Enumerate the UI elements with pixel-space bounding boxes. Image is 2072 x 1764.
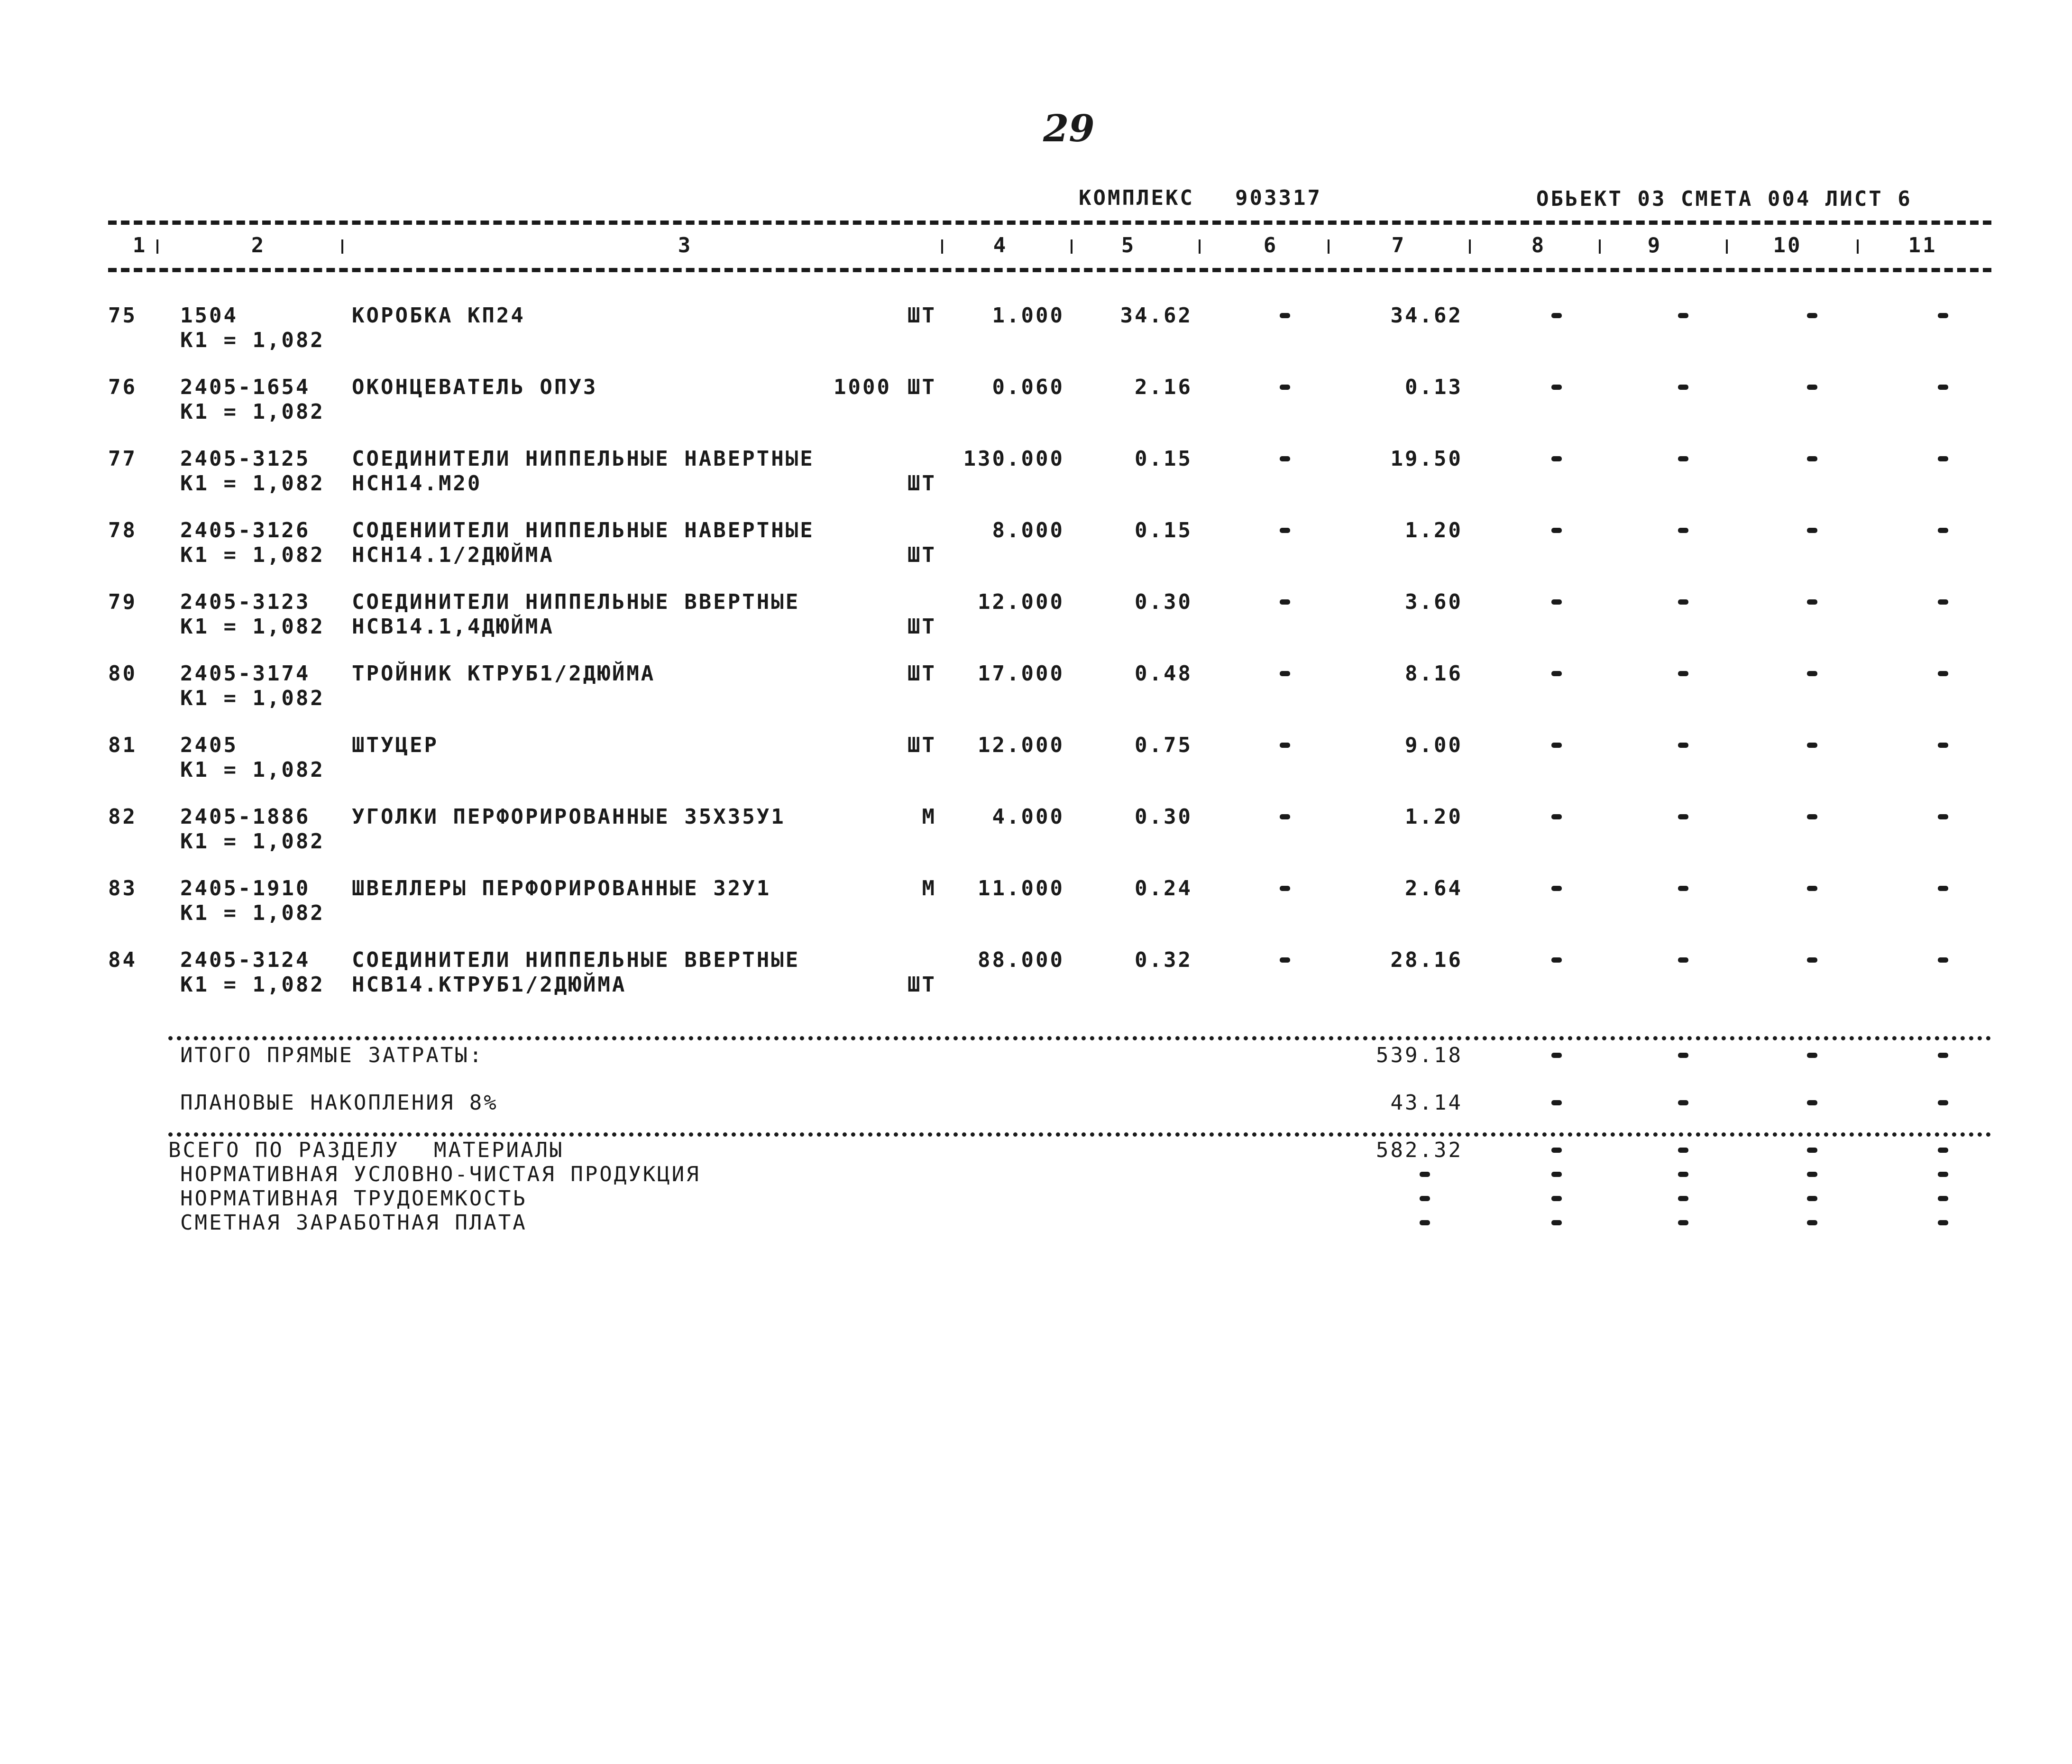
col8-empty-mark <box>1551 456 1562 461</box>
col6-empty-mark <box>1280 528 1290 533</box>
col11-empty-mark <box>1938 1172 1948 1177</box>
col8-empty-mark <box>1551 1220 1562 1225</box>
row-number: 79 <box>108 590 137 614</box>
item-name: СОЕДИНИТЕЛИ НИППЕЛЬНЫЕ ВВЕРТНЫЕ <box>352 590 800 614</box>
col9-empty-mark <box>1678 599 1688 605</box>
section-total-label: ВСЕГО ПО РАЗДЕЛУ <box>168 1138 400 1162</box>
resource-code: 2405-3174 <box>180 662 311 686</box>
complex-code: 903317 <box>1235 186 1322 210</box>
quantity: 12.000 <box>978 590 1064 614</box>
item-name: УГОЛКИ ПЕРФОРИРОВАННЫЕ 35Х35У1 <box>352 805 786 829</box>
col11-empty-mark <box>1938 456 1948 461</box>
coefficient: К1 = 1,082 <box>180 543 325 567</box>
coefficient: К1 = 1,082 <box>180 829 325 854</box>
col8-empty-mark <box>1551 814 1562 819</box>
total-cost: 28.16 <box>1390 948 1463 972</box>
col10-empty-mark <box>1807 528 1817 533</box>
column-separator <box>156 239 158 254</box>
column-separator <box>941 239 943 254</box>
total-empty-mark <box>1420 1220 1430 1225</box>
col6-empty-mark <box>1280 743 1290 748</box>
col8-empty-mark <box>1551 385 1562 390</box>
col6-empty-mark <box>1280 599 1290 605</box>
col9-empty-mark <box>1678 1053 1688 1058</box>
resource-code: 2405 <box>180 733 238 757</box>
col11-empty-mark <box>1938 1220 1948 1225</box>
col10-empty-mark <box>1807 313 1817 318</box>
unit-price: 0.30 <box>1135 805 1192 829</box>
col10-empty-mark <box>1807 1100 1817 1105</box>
item-name-continued: НСВ14.КТРУБ1/2ДЮЙМА <box>352 973 627 997</box>
summary-label: ИТОГО ПРЯМЫЕ ЗАТРАТЫ: <box>180 1043 484 1067</box>
col8-empty-mark <box>1551 1172 1562 1177</box>
unit: ШТ <box>908 543 936 567</box>
coefficient: К1 = 1,082 <box>180 400 325 424</box>
summary-total: 539.18 <box>1376 1043 1463 1067</box>
col11-empty-mark <box>1938 671 1948 676</box>
quantity: 8.000 <box>992 518 1064 542</box>
section-indicator-label: НОРМАТИВНАЯ УСЛОВНО-ЧИСТАЯ ПРОДУКЦИЯ <box>180 1162 701 1186</box>
col11-empty-mark <box>1938 957 1948 963</box>
item-name-continued: НСН14.М20 <box>352 471 482 496</box>
col11-empty-mark <box>1938 385 1948 390</box>
col10-empty-mark <box>1807 599 1817 605</box>
coefficient: К1 = 1,082 <box>180 328 325 352</box>
column-header-3: 3 <box>678 233 693 257</box>
col6-empty-mark <box>1280 814 1290 819</box>
col11-empty-mark <box>1938 528 1948 533</box>
unit: ШТ <box>908 733 936 757</box>
column-separator <box>1469 239 1471 254</box>
col8-empty-mark <box>1551 528 1562 533</box>
quantity: 0.060 <box>992 375 1064 399</box>
col10-empty-mark <box>1807 743 1817 748</box>
resource-code: 1504 <box>180 303 238 328</box>
row-number: 76 <box>108 375 137 399</box>
col8-empty-mark <box>1551 1053 1562 1058</box>
summary-top-rule <box>168 1036 1991 1040</box>
section-indicator-label: СМЕТНАЯ ЗАРАБОТНАЯ ПЛАТА <box>180 1211 527 1235</box>
col9-empty-mark <box>1678 528 1688 533</box>
summary-total: 43.14 <box>1390 1091 1463 1115</box>
unit: М <box>922 805 936 829</box>
quantity: 4.000 <box>992 805 1064 829</box>
col8-empty-mark <box>1551 313 1562 318</box>
col9-empty-mark <box>1678 743 1688 748</box>
unit-price: 2.16 <box>1135 375 1192 399</box>
total-empty-mark <box>1420 1196 1430 1201</box>
item-name: ШВЕЛЛЕРЫ ПЕРФОРИРОВАННЫЕ 32У1 <box>352 876 771 900</box>
unit: ШТ <box>908 973 936 997</box>
resource-code: 2405-1910 <box>180 876 311 900</box>
column-separator <box>341 239 343 254</box>
complex-label: КОМПЛЕКС <box>1079 186 1194 210</box>
unit-price: 0.15 <box>1135 447 1192 471</box>
col6-empty-mark <box>1280 313 1290 318</box>
resource-code: 2405-3123 <box>180 590 311 614</box>
col10-empty-mark <box>1807 456 1817 461</box>
unit: ШТ <box>908 375 936 399</box>
col8-empty-mark <box>1551 671 1562 676</box>
col9-empty-mark <box>1678 1172 1688 1177</box>
row-number: 84 <box>108 948 137 972</box>
item-name: СОДЕНИИТЕЛИ НИППЕЛЬНЫЕ НАВЕРТНЫЕ <box>352 518 815 542</box>
quantity: 88.000 <box>978 948 1064 972</box>
col10-empty-mark <box>1807 886 1817 891</box>
row-number: 82 <box>108 805 137 829</box>
summary-label: ПЛАНОВЫЕ НАКОПЛЕНИЯ 8% <box>180 1091 498 1115</box>
section-total-value: 582.32 <box>1376 1138 1463 1162</box>
column-header-2: 2 <box>251 233 266 257</box>
column-header-9: 9 <box>1647 233 1662 257</box>
col8-empty-mark <box>1551 599 1562 605</box>
column-separator <box>1726 239 1728 254</box>
col8-empty-mark <box>1551 1196 1562 1201</box>
section-indicator-label: НОРМАТИВНАЯ ТРУДОЕМКОСТЬ <box>180 1186 527 1211</box>
resource-code: 2405-3126 <box>180 518 311 542</box>
section-name: МАТЕРИАЛЫ <box>434 1138 564 1162</box>
unit-price: 0.48 <box>1135 662 1192 686</box>
col11-empty-mark <box>1938 313 1948 318</box>
col9-empty-mark <box>1678 385 1688 390</box>
column-separator <box>1328 239 1329 254</box>
unit: М <box>922 876 936 900</box>
col8-empty-mark <box>1551 743 1562 748</box>
col10-empty-mark <box>1807 671 1817 676</box>
unit-multiplier: 1000 <box>834 375 891 399</box>
item-name-continued: НСВ14.1,4ДЮЙМА <box>352 615 554 639</box>
col11-empty-mark <box>1938 1053 1948 1058</box>
col9-empty-mark <box>1678 671 1688 676</box>
col9-empty-mark <box>1678 1220 1688 1225</box>
total-cost: 1.20 <box>1405 518 1463 542</box>
total-cost: 3.60 <box>1405 590 1463 614</box>
col9-empty-mark <box>1678 1100 1688 1105</box>
col10-empty-mark <box>1807 957 1817 963</box>
column-separator <box>1599 239 1601 254</box>
coefficient: К1 = 1,082 <box>180 686 325 710</box>
unit-price: 0.30 <box>1135 590 1192 614</box>
row-number: 75 <box>108 303 137 328</box>
column-header-4: 4 <box>993 233 1008 257</box>
col8-empty-mark <box>1551 957 1562 963</box>
col11-empty-mark <box>1938 743 1948 748</box>
col6-empty-mark <box>1280 886 1290 891</box>
quantity: 11.000 <box>978 876 1064 900</box>
col8-empty-mark <box>1551 1100 1562 1105</box>
column-header-7: 7 <box>1391 233 1406 257</box>
col9-empty-mark <box>1678 1148 1688 1153</box>
quantity: 12.000 <box>978 733 1064 757</box>
item-name: СОЕДИНИТЕЛИ НИППЕЛЬНЫЕ НАВЕРТНЫЕ <box>352 447 815 471</box>
column-separator <box>1857 239 1859 254</box>
total-cost: 34.62 <box>1390 303 1463 328</box>
unit: ШТ <box>908 615 936 639</box>
column-header-8: 8 <box>1531 233 1546 257</box>
resource-code: 2405-3125 <box>180 447 311 471</box>
col6-empty-mark <box>1280 671 1290 676</box>
col10-empty-mark <box>1807 385 1817 390</box>
column-header-1: 1 <box>132 233 147 257</box>
col8-empty-mark <box>1551 886 1562 891</box>
unit-price: 34.62 <box>1120 303 1192 328</box>
col9-empty-mark <box>1678 886 1688 891</box>
coefficient: К1 = 1,082 <box>180 615 325 639</box>
col10-empty-mark <box>1807 814 1817 819</box>
unit: ШТ <box>908 303 936 328</box>
col6-empty-mark <box>1280 957 1290 963</box>
col9-empty-mark <box>1678 814 1688 819</box>
col11-empty-mark <box>1938 886 1948 891</box>
col6-empty-mark <box>1280 456 1290 461</box>
col9-empty-mark <box>1678 1196 1688 1201</box>
row-number: 77 <box>108 447 137 471</box>
col10-empty-mark <box>1807 1172 1817 1177</box>
coefficient: К1 = 1,082 <box>180 471 325 496</box>
quantity: 130.000 <box>963 447 1064 471</box>
col9-empty-mark <box>1678 313 1688 318</box>
total-cost: 0.13 <box>1405 375 1463 399</box>
col9-empty-mark <box>1678 957 1688 963</box>
col10-empty-mark <box>1807 1196 1817 1201</box>
unit: ШТ <box>908 471 936 496</box>
total-cost: 2.64 <box>1405 876 1463 900</box>
total-cost: 1.20 <box>1405 805 1463 829</box>
col11-empty-mark <box>1938 1100 1948 1105</box>
quantity: 1.000 <box>992 303 1064 328</box>
unit-price: 0.24 <box>1135 876 1192 900</box>
total-empty-mark <box>1420 1172 1430 1177</box>
item-name: ТРОЙНИК КТРУБ1/2ДЮЙМА <box>352 662 656 686</box>
col10-empty-mark <box>1807 1053 1817 1058</box>
col6-empty-mark <box>1280 385 1290 390</box>
col9-empty-mark <box>1678 456 1688 461</box>
unit-price: 0.75 <box>1135 733 1192 757</box>
coefficient: К1 = 1,082 <box>180 901 325 925</box>
col11-empty-mark <box>1938 814 1948 819</box>
column-header-5: 5 <box>1121 233 1136 257</box>
column-separator <box>1071 239 1073 254</box>
unit-price: 0.15 <box>1135 518 1192 542</box>
column-header-6: 6 <box>1263 233 1278 257</box>
item-name-continued: НСН14.1/2ДЮЙМА <box>352 543 554 567</box>
column-separator <box>1199 239 1201 254</box>
col11-empty-mark <box>1938 1196 1948 1201</box>
section-top-rule <box>168 1132 1991 1137</box>
row-number: 78 <box>108 518 137 542</box>
column-header-10: 10 <box>1773 233 1802 257</box>
resource-code: 2405-3124 <box>180 948 311 972</box>
row-number: 80 <box>108 662 137 686</box>
row-number: 81 <box>108 733 137 757</box>
resource-code: 2405-1654 <box>180 375 311 399</box>
col11-empty-mark <box>1938 599 1948 605</box>
total-cost: 19.50 <box>1390 447 1463 471</box>
unit: ШТ <box>908 662 936 686</box>
col10-empty-mark <box>1807 1220 1817 1225</box>
col8-empty-mark <box>1551 1148 1562 1153</box>
unit-price: 0.32 <box>1135 948 1192 972</box>
item-name: ОКОНЦЕВАТЕЛЬ ОПУ3 <box>352 375 598 399</box>
item-name: СОЕДИНИТЕЛИ НИППЕЛЬНЫЕ ВВЕРТНЫЕ <box>352 948 800 972</box>
total-cost: 8.16 <box>1405 662 1463 686</box>
object-info: ОБЬЕКТ 03 СМЕТА 004 ЛИСТ 6 <box>1536 187 1912 211</box>
item-name: КОРОБКА КП24 <box>352 303 525 328</box>
row-number: 83 <box>108 876 137 900</box>
total-cost: 9.00 <box>1405 733 1463 757</box>
col11-empty-mark <box>1938 1148 1948 1153</box>
item-name: ШТУЦЕР <box>352 733 439 757</box>
coefficient: К1 = 1,082 <box>180 973 325 997</box>
col10-empty-mark <box>1807 1148 1817 1153</box>
column-header-11: 11 <box>1908 233 1937 257</box>
coefficient: К1 = 1,082 <box>180 758 325 782</box>
header-bottom-rule <box>108 268 1991 272</box>
quantity: 17.000 <box>978 662 1064 686</box>
page-number: 29 <box>1043 107 1095 150</box>
header-top-rule <box>108 220 1991 225</box>
resource-code: 2405-1886 <box>180 805 311 829</box>
